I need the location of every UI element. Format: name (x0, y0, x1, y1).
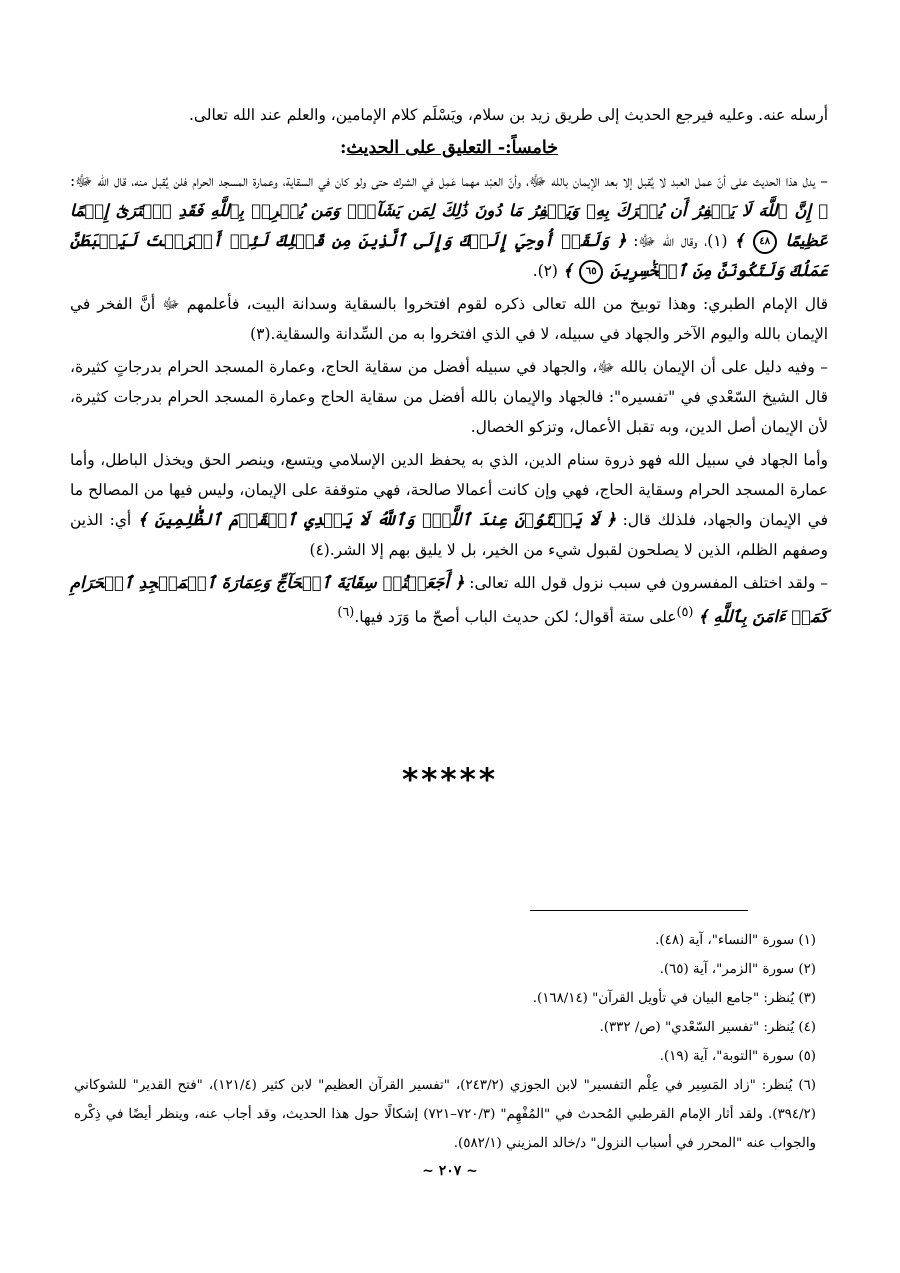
section-separator-stars: ***** (401, 762, 499, 798)
main-text (70, 100, 828, 635)
quran-verse-2: ﴿ وَلَقَدۡ أُوحِيَ إِلَيۡكَ وَإِلَى ٱلَّذِينَ مِن قَبۡلِكَ لَئِنۡ أَشۡرَكۡتَ لَيَحۡبَطَنَّ عَمَلُكَ وَلَتَكُونَنَّ مِنَ ٱلۡخَٰسِرِينَ (70, 231, 828, 280)
footnote-1: (١) سورة "النساء"، آية (٤٨). (655, 933, 816, 948)
paragraph-1 (70, 166, 828, 286)
footnote-ref-1: (١) (707, 232, 728, 250)
heading-suffix: : (339, 138, 347, 158)
p4-text-b: أي: الذين وصفهم الظلم، الذين لا يصلحون لقبول شيء من الخير، بل لا يليق بهم إلا الشر.(٤) (70, 511, 828, 559)
paragraph-3: – وفيه دليل على أن الإيمان بالله ﷻ، والجهاد في سبيله أفضل من سقاية الحاج، وعمارة المسجد الحرام بدرجاتٍ كثيرة، قال الشيخ السّعْدي في "تفسيره": فالجهاد والإيمان بالله أفضل من سقاية الحاج وعمارة المسجد الحرام بدرجات كثيرة، لأن الإيمان أصل الدين، وبه تقبل الأعمال، وتزكو الخصال. (70, 358, 828, 436)
section-heading (70, 133, 828, 163)
page-number: ~ ٢٠٧ ~ (422, 1163, 478, 1179)
footnote-ref-5: (٥) (676, 605, 694, 620)
quran-verse-1: ﴿ إِنَّ ٱللَّهَ لَا يَغۡفِرُ أَن يُشۡرَكَ بِهِۦ وَيَغۡفِرُ مَا دُونَ ذَٰلِكَ لِمَن يَشَآءُۚ وَمَن يُشۡرِكۡ بِٱللَّهِ فَقَدِ ٱفۡتَرَىٰٓ إِثۡمًا عَظِيمًا (70, 201, 828, 250)
p1-text-b: ، وقال الله ﷻ: (633, 232, 708, 250)
quran-close-1: ﴾ (734, 231, 744, 250)
footnote-divider (530, 910, 748, 911)
aya-number-2: ٦٥ (579, 260, 603, 284)
paragraph-5 (70, 568, 828, 632)
quran-close-2: ﴾ (562, 261, 573, 280)
footnote-4: (٤) يُنظر: "تفسير السّعْدي" (ص/ ٣٣٢). (599, 1020, 816, 1035)
heading-title: :- التعليق على الحديث (346, 138, 512, 158)
footnote-6: (٦) يُنظر: "زاد المَسِير في عِلْم التفسير" لابن الجوزي (٢٤٣/٢)، "تفسير القرآن العظيم" لابن كثير (١٢١/٤)، "فتح القدير" للشوكاني (٣٩٤/٢). ولقد أثار الإمام القرطبي المُحدث في "المُفْهِم" (٧٢٠/٣–٧٢١) إشكالًا حول هذا الحديث، وقد أجاب عنه، وينظر أيضًا في ذِكْره والجواب عنه "المحرر في أسباب النزول" د/خالد المزيني (٥٨٢/١). (74, 1078, 816, 1151)
footnote-ref-2: (٢). (532, 262, 558, 280)
aya-number-1: ٤٨ (753, 230, 777, 254)
heading-prefix: خامساً (511, 138, 559, 158)
footnote-ref-6: (٦) (337, 605, 355, 620)
paragraph-2: قال الإمام الطبري: وهذا توبيخ من الله تعالى ذكره لقوم افتخروا بالسقاية وسدانة البيت، فأعلمهم ﷻ أنَّ الفخر في الإيمان بالله واليوم الآخر والجهاد في سبيله، لا في الذي افتخروا به من السِّدانة والسقاية.(٣) (70, 295, 828, 343)
intro-line: أرسله عنه. وعليه فيرجع الحديث إلى طريق زيد بن سلام، ويَسْلَم كلام الإمامين، والعلم عند الله تعالى. (189, 106, 828, 124)
p5-text-b: على ستة أقوال؛ لكن حديث الباب أصحّ ما وَرَد فيها. (354, 608, 677, 627)
p4-text-a: وأما الجهاد في سبيل الله فهو ذروة سنام الدين، الذي به يحفظ الدين الإسلامي ويتسع، وينصر الحق ويخذل الباطل، وأما عمارة المسجد الحرام وسقاية الحاج، فهي وإن كانت أعمالا صالحة، فهي متوقفة على الإيمان، وليس فيها من المصالح ما في الإيمان والجهاد، فلذلك قال: (70, 451, 828, 529)
footnote-5: (٥) سورة "التوبة"، آية (١٩). (659, 1049, 816, 1064)
p5-text-a: – ولقد اختلف المفسرون في سبب نزول قول الله تعالى: (469, 574, 828, 592)
paragraph-4 (70, 445, 828, 565)
footnote-2: (٢) سورة "الزمر"، آية (٦٥). (659, 962, 816, 977)
p1-text-a: – يدل هذا الحديث على أنّ عمل العبد لا يُقبل إلا بعد الإيمان بالله ﷻ، وأنّ العبْد مهما عَمِل في الشرك حتى ولو كان في السقاية، وعمارة المسجد الحرام فلن يُقبل منه، قال الله ﷻ: (70, 172, 828, 190)
quran-verse-4: ﴿ أَجَعَلۡتُمۡ سِقَايَةَ ٱلۡحَآجِّ وَعِمَارَةَ ٱلۡمَسۡجِدِ ٱلۡحَرَامِ كَمَنۡ ءَامَنَ بِٱللَّهِ ﴾ (70, 573, 828, 627)
quran-verse-3: ﴿ لَا يَسۡتَوُۥنَ عِندَ ٱللَّهِۗ وَٱللَّهُ لَا يَهۡدِي ٱلۡقَوۡمَ ٱلظَّٰلِمِينَ ﴾ (137, 510, 616, 529)
footnote-3: (٣) يُنظر: "جامع البيان في تأويل القرآن" (١٦٨/١٤). (532, 991, 816, 1006)
footnotes (74, 926, 826, 1158)
